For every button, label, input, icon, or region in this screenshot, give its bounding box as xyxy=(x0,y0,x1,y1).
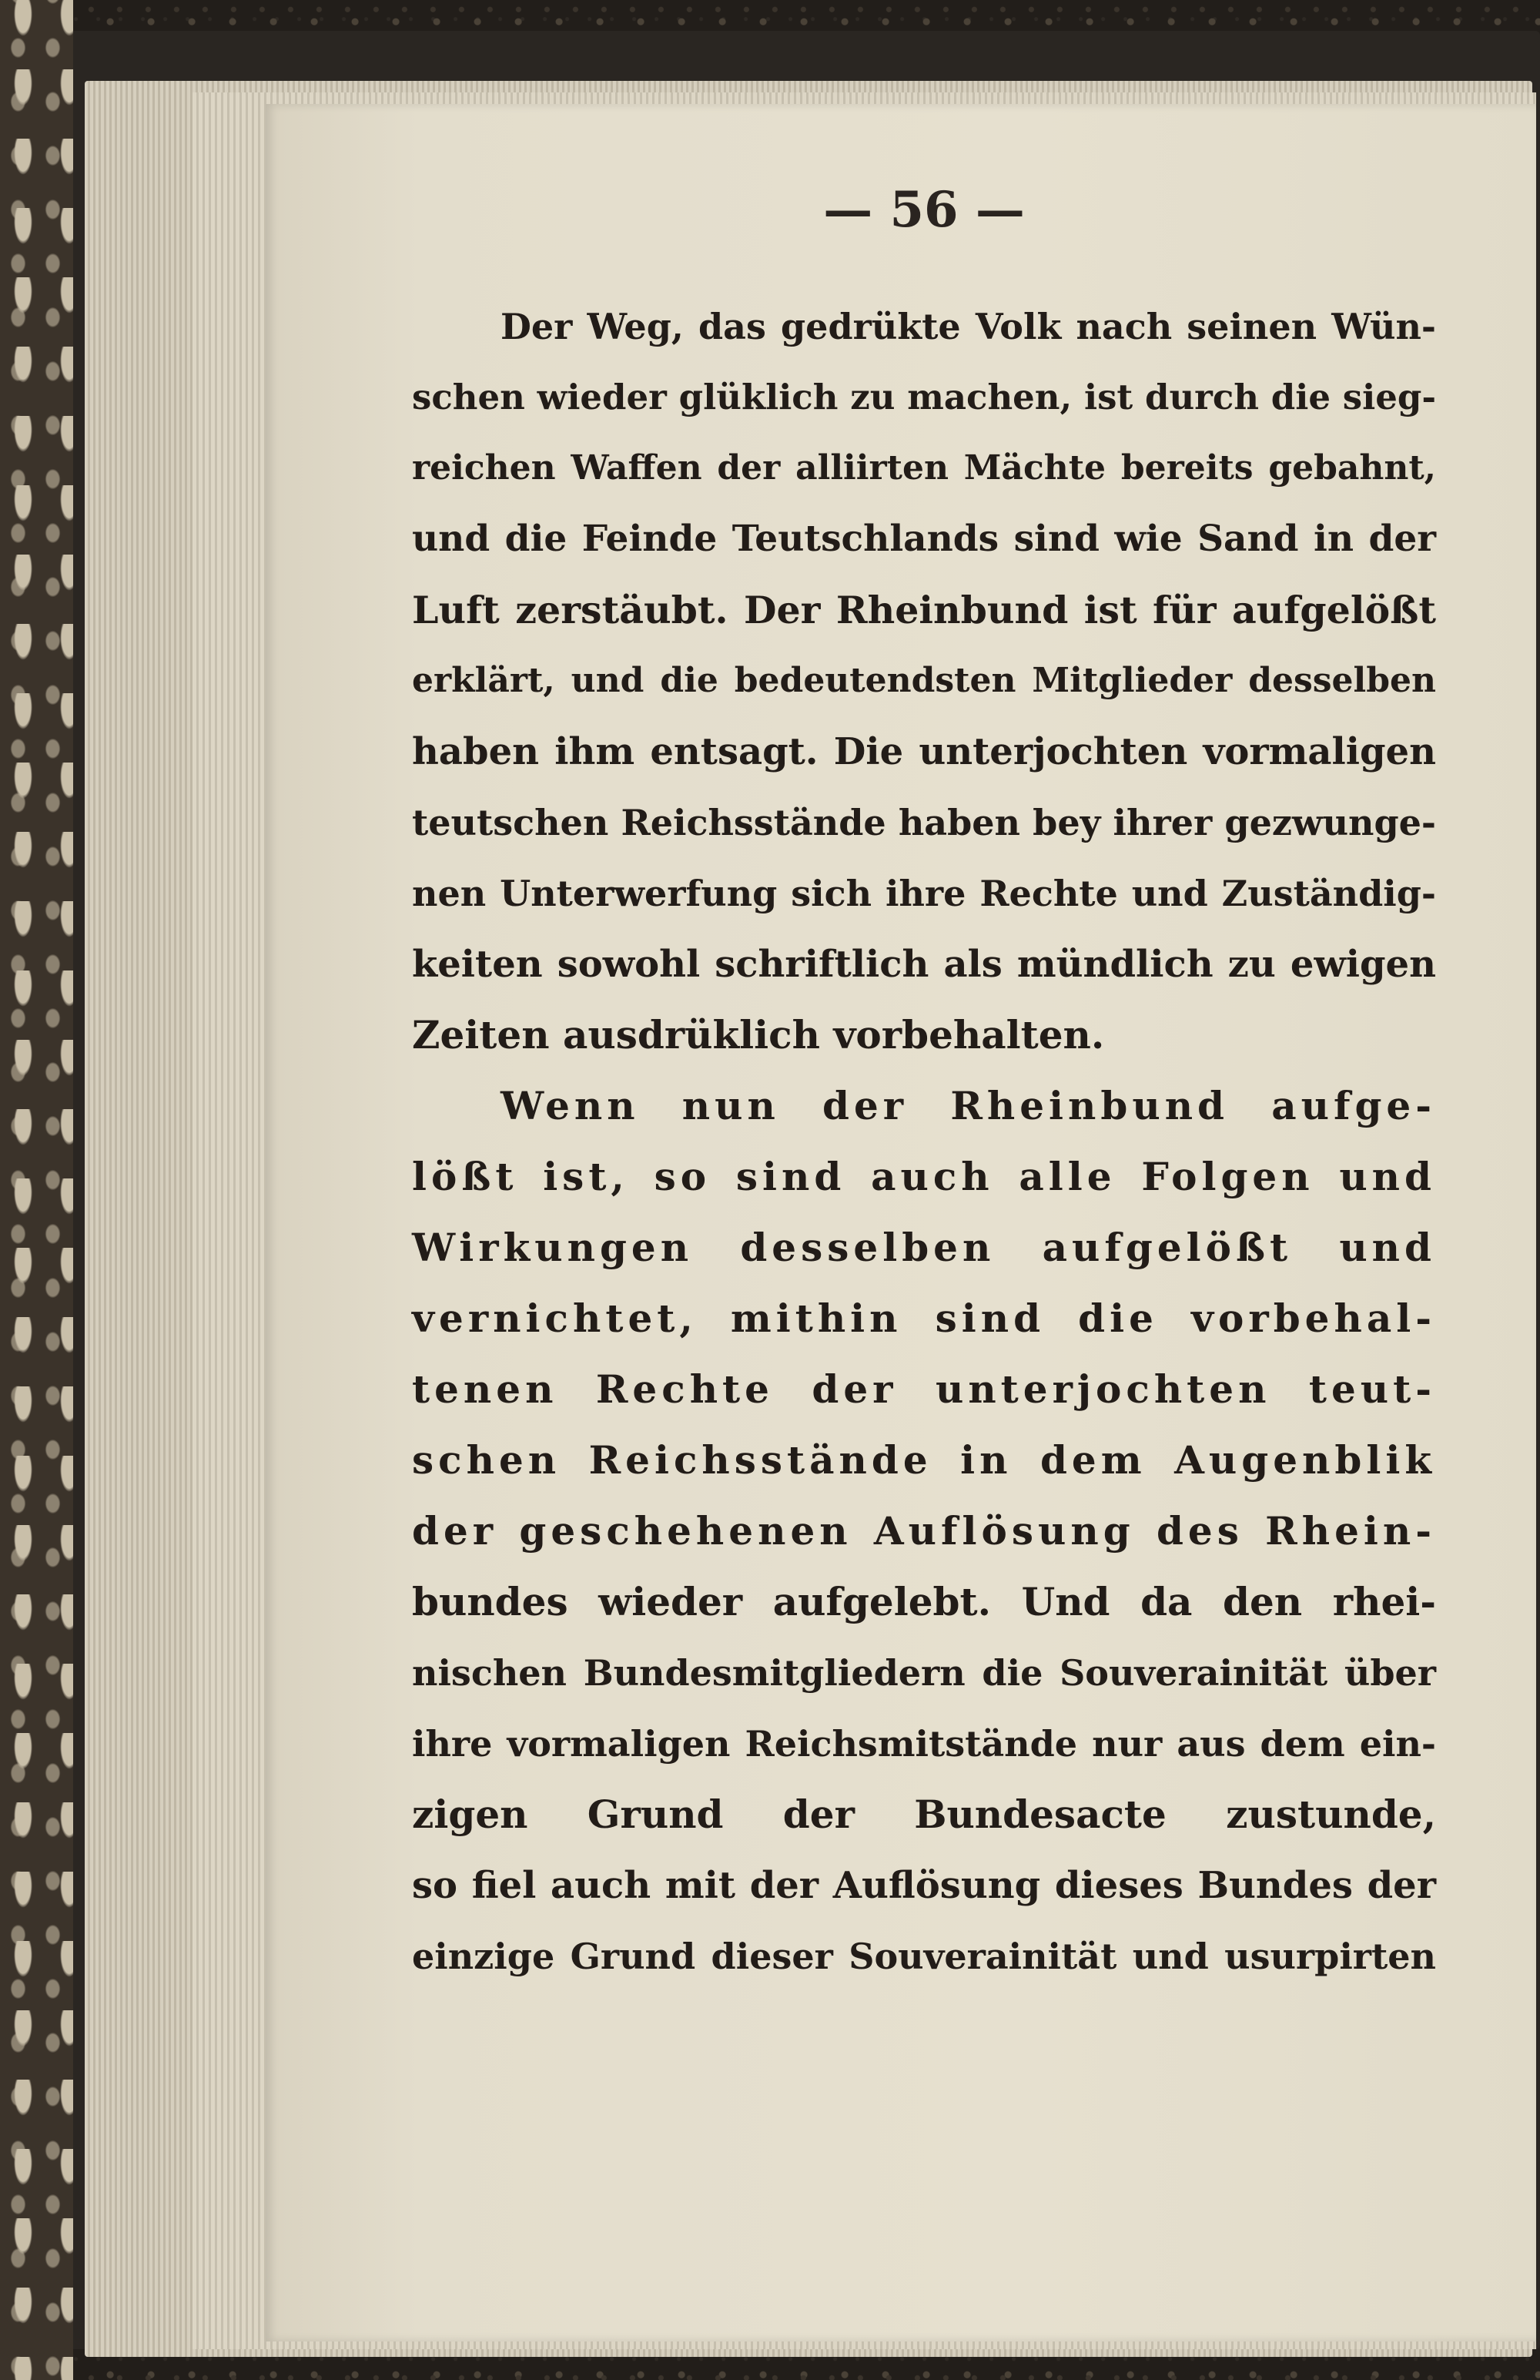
marbled-edge xyxy=(0,0,73,2380)
text-line: und die Feinde Teutschlands sind wie Sand in der xyxy=(412,518,1436,560)
text-line: Der Weg, das gedrükte Volk nach seinen Wün- xyxy=(500,306,1436,347)
text-line: nischen Bundesmitgliedern die Souverainität über xyxy=(412,1652,1436,1694)
page-text xyxy=(412,291,1436,1992)
text-line: schen wieder glüklich zu machen, ist durch die sieg- xyxy=(412,377,1436,417)
text-line: nen Unterwerfung sich ihre Rechte und Zuständig- xyxy=(412,873,1436,914)
text-line: erklärt, und die bedeutendsten Mitglieder desselben xyxy=(412,661,1436,700)
text-line: keiten sowohl schriftlich als mündlich zu ewigen xyxy=(412,943,1436,986)
text-line: vernichtet, mithin sind die vorbehal- xyxy=(412,1296,1436,1341)
text-line: reichen Waffen der alliirten Mächte bereits gebahnt, xyxy=(412,448,1436,488)
text-line: ihre vormaligen Reichsmitstände nur aus dem ein- xyxy=(412,1723,1436,1765)
text-line: Wenn nun der Rheinbund aufge- xyxy=(500,1083,1436,1128)
text-line: der geschehenen Auflösung des Rhein- xyxy=(412,1508,1436,1554)
text-line: tenen Rechte der unterjochten teut- xyxy=(412,1366,1436,1412)
text-line: zigen Grund der Bundesacte zustunde, xyxy=(412,1792,1436,1837)
text-line: Luft zerstäubt. Der Rheinbund ist für aufgelößt xyxy=(412,588,1436,632)
text-line: lößt ist, so sind auch alle Folgen und xyxy=(412,1154,1436,1199)
text-line: einzige Grund dieser Souverainität und usurpirten xyxy=(412,1936,1436,1977)
text-line: so fiel auch mit der Auflösung dieses Bundes der xyxy=(412,1864,1436,1907)
text-line: bundes wieder aufgelebt. Und da den rhei- xyxy=(412,1579,1436,1624)
text-line: Zeiten ausdrüklich vorbehalten. xyxy=(412,1012,1105,1058)
text-line: schen Reichsstände in dem Augenblik xyxy=(412,1437,1436,1483)
text-line: haben ihm entsagt. Die unterjochten vormaligen xyxy=(412,730,1436,773)
text-line: Wirkungen desselben aufgelößt und xyxy=(412,1225,1436,1270)
text-line: teutschen Reichsstände haben bey ihrer gezwunge- xyxy=(412,802,1436,843)
page-number: — 56 — xyxy=(823,181,1025,239)
